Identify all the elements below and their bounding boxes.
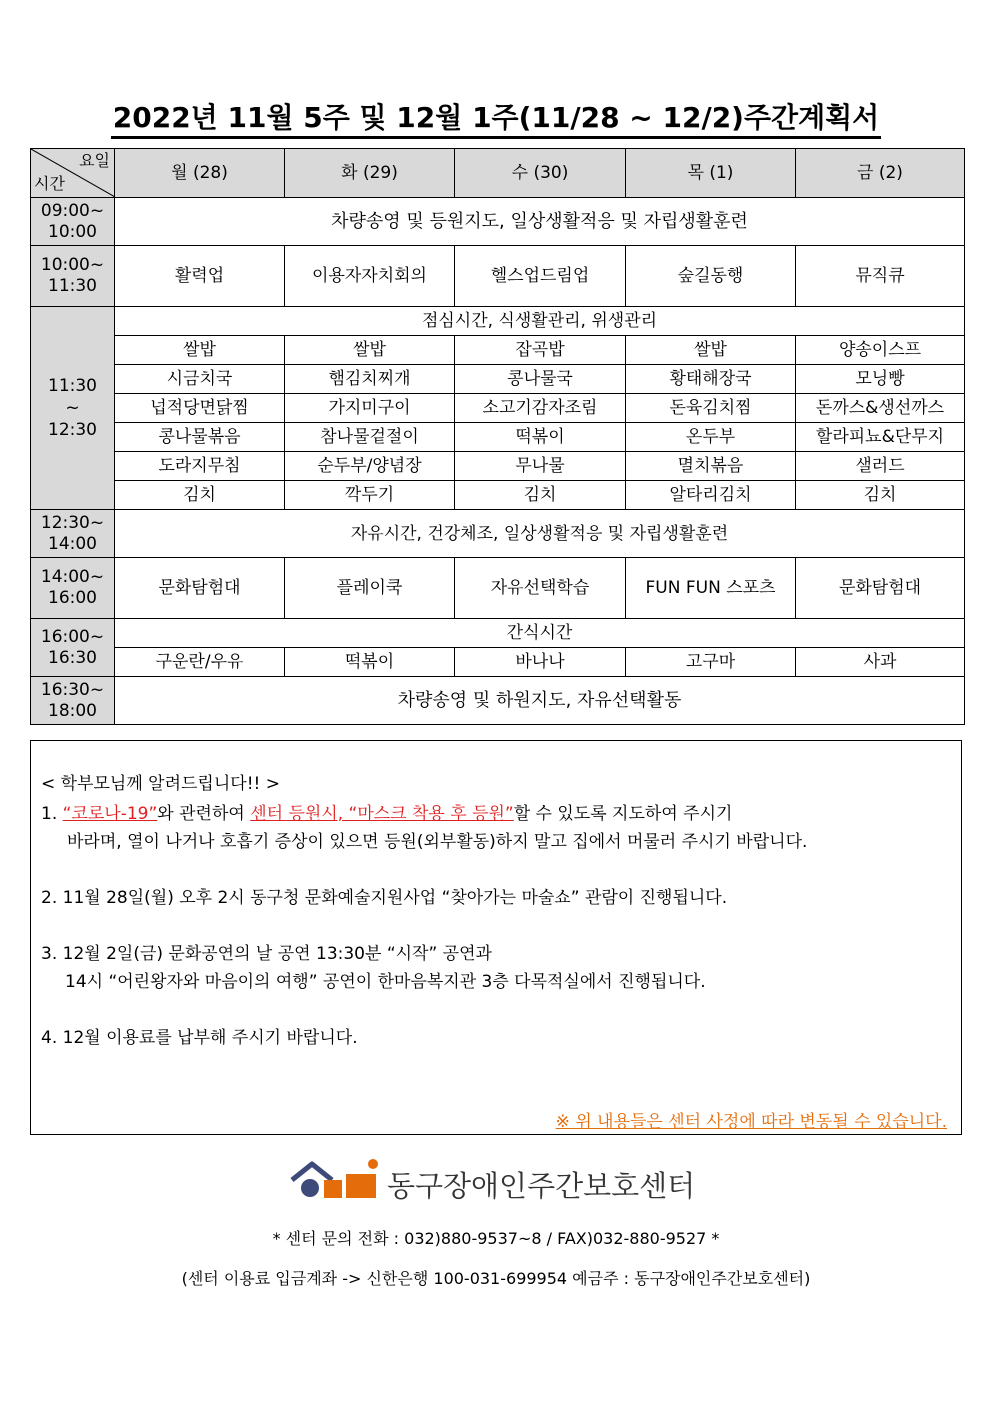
time-cell: 09:00~ 10:00 [31,198,115,246]
menu-cell: 모닝빵 [796,365,965,394]
snack-cell: 떡볶이 [285,648,455,677]
contact-account: (센터 이용료 입금계좌 -> 신한은행 100-031-699954 예금주 : 동구장애인주간보호센터) [181,1269,811,1288]
menu-cell: 할라피뇨&단무지 [796,423,965,452]
day-header: 월 (28) [115,149,285,198]
menu-row [31,336,965,365]
activity-cell: 헬스업드림업 [455,246,626,307]
menu-row [31,423,965,452]
menu-cell: 잡곡밥 [455,336,626,365]
menu-cell: 쌀밥 [115,336,285,365]
menu-cell: 순두부/양념장 [285,452,455,481]
menu-row [31,394,965,423]
day-label: 요일 [79,151,110,170]
schedule-row [31,246,965,307]
menu-cell: 황태해장국 [626,365,796,394]
notice-item-1-line2: 바라며, 열이 나거나 호흡기 증상이 있으면 등원(외부활동)하지 말고 집에서 머물러 주시기 바랍니다. [67,832,808,852]
notice-footnote: ※ 위 내용들은 센터 사정에 따라 변동될 수 있습니다. [555,1112,947,1132]
schedule-row [31,677,965,725]
snack-cell: 고구마 [626,648,796,677]
mask-highlight: 센터 등원시, “마스크 착용 후 등원” [250,804,514,824]
snack-cell: 구운란/우유 [115,648,285,677]
day-header: 화 (29) [285,149,455,198]
time-label: 시간 [34,174,65,193]
notice-heading: < 학부모님께 알려드립니다!! > [41,774,280,794]
menu-cell: 무나물 [455,452,626,481]
center-name: 동구장애인주간보호센터 [387,1169,696,1203]
activity-cell: 활력업 [115,246,285,307]
menu-row [31,481,965,510]
time-cell: 11:30 ~ 12:30 [31,307,115,510]
weekly-schedule-table [30,148,965,725]
menu-cell: 가지미구이 [285,394,455,423]
time-cell: 16:30~ 18:00 [31,677,115,725]
menu-cell: 김치 [796,481,965,510]
menu-cell: 쌀밥 [285,336,455,365]
menu-cell: 온두부 [626,423,796,452]
menu-cell: 샐러드 [796,452,965,481]
day-header: 목 (1) [626,149,796,198]
activity-cell: 차량송영 및 등원지도, 일상생활적응 및 자립생활훈련 [115,198,965,246]
activity-cell: 점심시간, 식생활관리, 위생관리 [115,307,965,336]
menu-cell: 넙적당면닭찜 [115,394,285,423]
activity-cell: 숲길동행 [626,246,796,307]
activity-cell: 문화탐험대 [115,558,285,619]
notice-item-2: 2. 11월 28일(월) 오후 2시 동구청 문화예술지원사업 “찾아가는 마술쇼” 관람이 진행됩니다. [41,888,728,908]
schedule-row [31,198,965,246]
menu-cell: 도라지무침 [115,452,285,481]
menu-cell: 쌀밥 [626,336,796,365]
menu-cell: 소고기감자조림 [455,394,626,423]
snack-cell: 사과 [796,648,965,677]
schedule-row [31,619,965,648]
menu-cell: 알타리김치 [626,481,796,510]
menu-cell: 콩나물볶음 [115,423,285,452]
time-cell: 16:00~ 16:30 [31,619,115,677]
notice-item-3: 3. 12월 2일(금) 문화공연의 날 공연 13:30분 “시작” 공연과 [41,944,492,964]
schedule-row [31,558,965,619]
time-cell: 14:00~ 16:00 [31,558,115,619]
activity-cell: 플레이쿡 [285,558,455,619]
schedule-row [31,307,965,336]
header-row [31,149,965,198]
activity-cell: 차량송영 및 하원지도, 자유선택활동 [115,677,965,725]
snack-cell: 바나나 [455,648,626,677]
corner-cell [31,149,115,198]
menu-row [31,452,965,481]
time-cell: 10:00~ 11:30 [31,246,115,307]
notice-item-1: 1. “코로나-19”와 관련하여 센터 등원시, “마스크 착용 후 등원”할 수 있도록 지도하여 주시기 [41,804,733,824]
schedule-row [31,510,965,558]
menu-cell: 깍두기 [285,481,455,510]
menu-cell: 멸치볶음 [626,452,796,481]
notice-box [30,740,962,1135]
day-header: 수 (30) [455,149,626,198]
notice-item-3-line2: 14시 “어린왕자와 마음이의 여행” 공연이 한마음복지관 3층 다목적실에서 진행됩니다. [65,972,706,992]
menu-cell: 돈육김치찜 [626,394,796,423]
snack-row [31,648,965,677]
activity-cell: 간식시간 [115,619,965,648]
house-logo-icon [290,1158,382,1204]
menu-cell: 떡볶이 [455,423,626,452]
activity-cell: 문화탐험대 [796,558,965,619]
menu-cell: 김치 [455,481,626,510]
activity-cell: 뮤직큐 [796,246,965,307]
menu-cell: 콩나물국 [455,365,626,394]
activity-cell: 이용자자치회의 [285,246,455,307]
activity-cell: 자유선택학습 [455,558,626,619]
contact-phone: * 센터 문의 전화 : 032)880-9537~8 / FAX)032-880-9527 * [272,1229,720,1248]
menu-cell: 참나물겉절이 [285,423,455,452]
day-header: 금 (2) [796,149,965,198]
center-logo [290,1158,710,1206]
menu-row [31,365,965,394]
menu-cell: 시금치국 [115,365,285,394]
notice-item-4: 4. 12월 이용료를 납부해 주시기 바랍니다. [41,1028,358,1048]
corona-highlight: “코로나-19” [62,804,158,824]
menu-cell: 양송이스프 [796,336,965,365]
activity-cell: 자유시간, 건강체조, 일상생활적응 및 자립생활훈련 [115,510,965,558]
menu-cell: 김치 [115,481,285,510]
activity-cell: FUN FUN 스포츠 [626,558,796,619]
time-cell: 12:30~ 14:00 [31,510,115,558]
menu-cell: 햄김치찌개 [285,365,455,394]
menu-cell: 돈까스&생선까스 [796,394,965,423]
page-title: 2022년 11월 5주 및 12월 1주(11/28 ~ 12/2)주간계획서 [70,96,922,136]
